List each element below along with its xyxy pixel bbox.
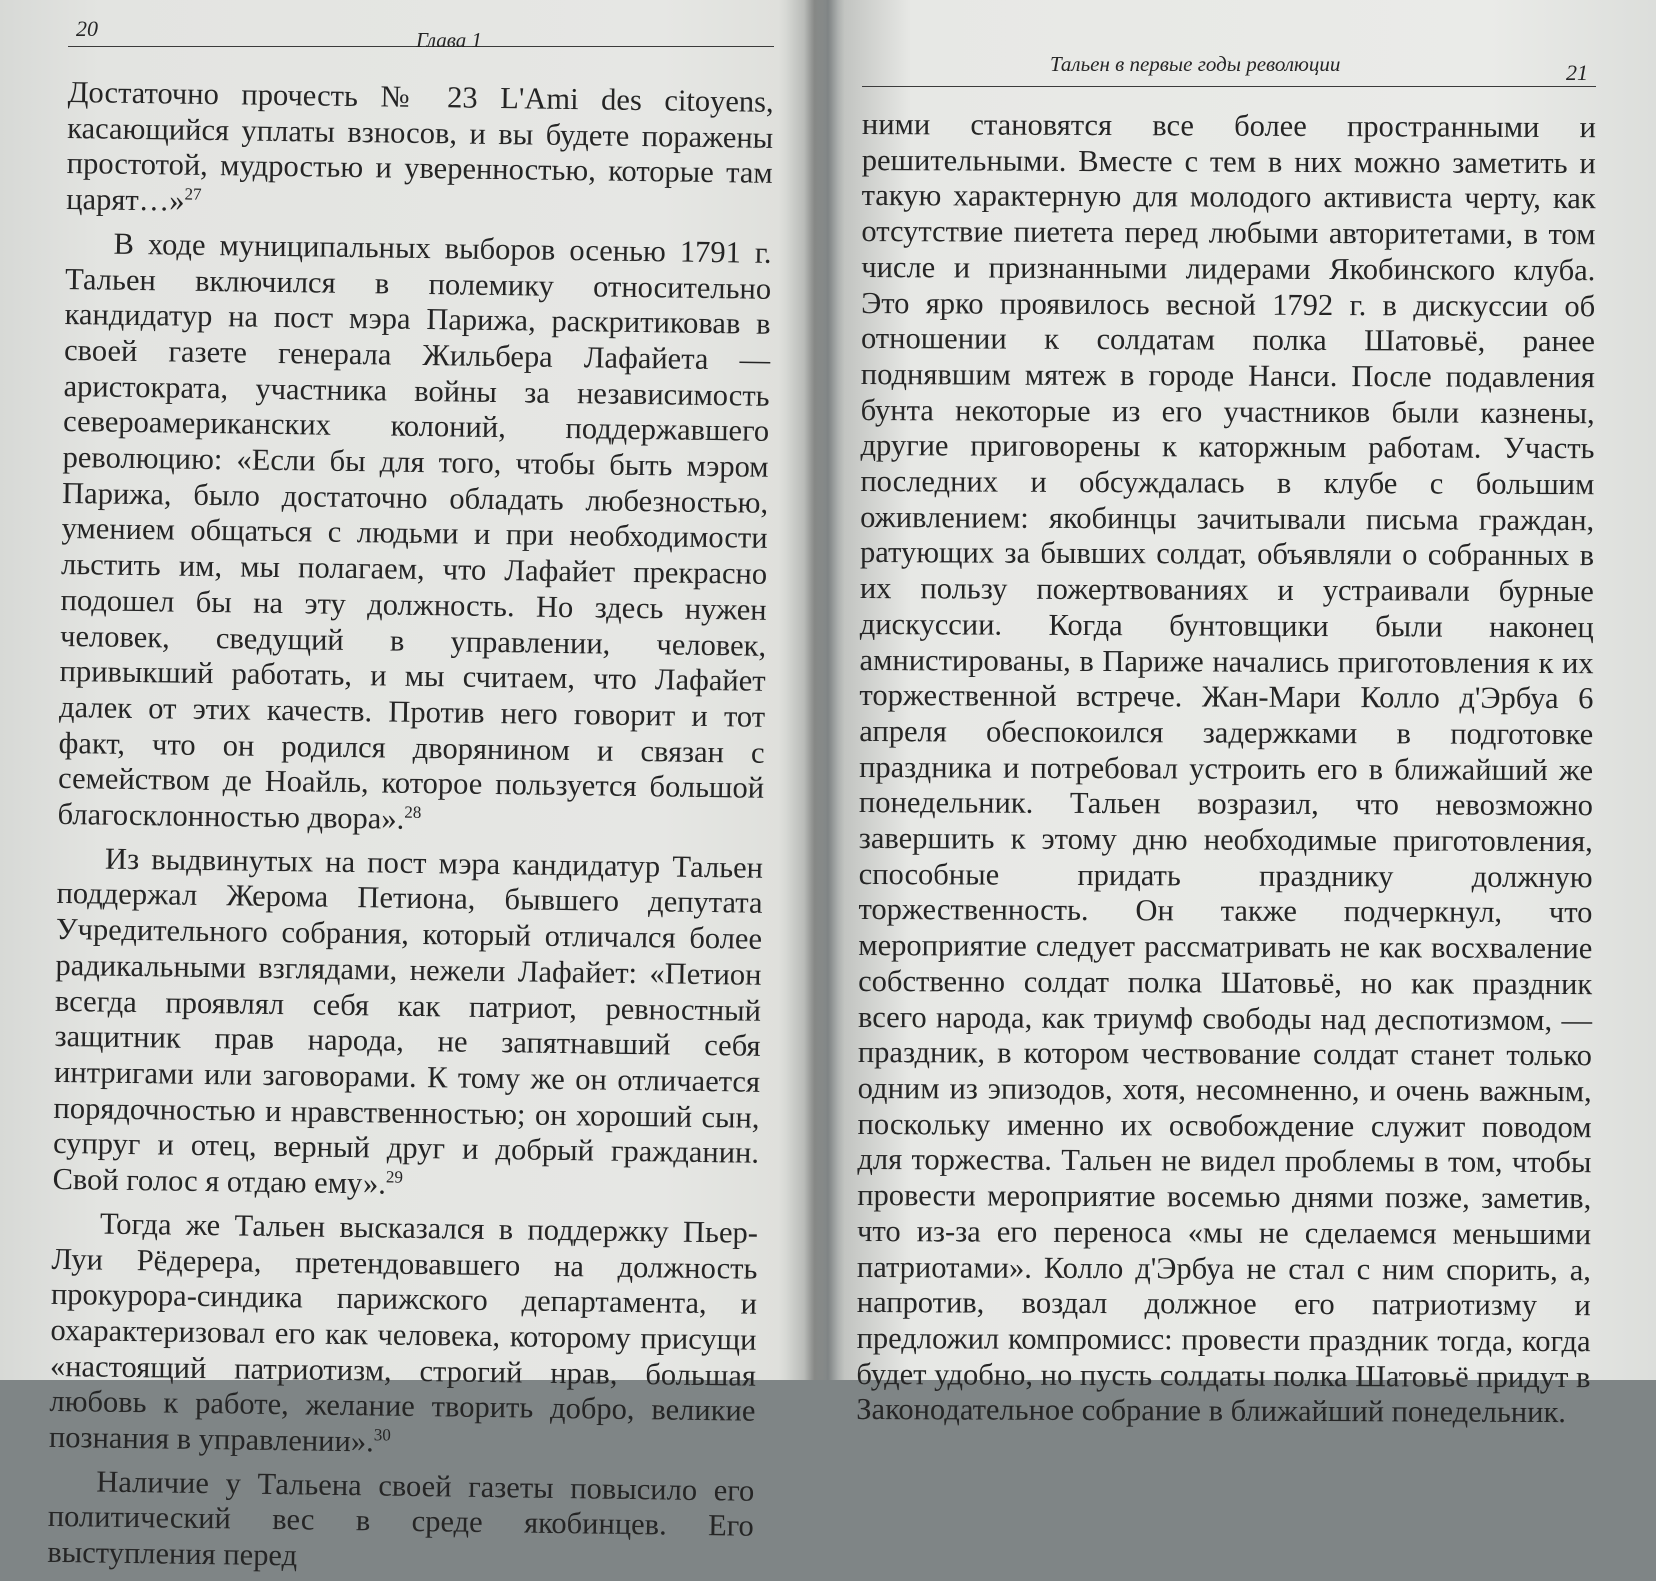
paragraph-text: ними становятся все более пространными и решительными. Вместе с тем в них можно заметить и такую характерную для молодого активиста черту, как отсутствие пиетета перед любыми авторитетами, в том числе и признанными лидерами Якобинского клуба. Это ярко проявилось весной 1792 г. в дискуссии об отношении к солдатам полка Шатовьё, ранее поднявшим мятеж в городе Нанси. После подавления бунта некоторые из его участников были казнены, другие приговорены к каторжным работам. Участь последних и обсуждалась в клубе с большим оживлением: якобинцы зачитывали письма граждан, ратующих за бывших солдат, объявляли о собранных в их пользу пожертвованиях и устраивали бурные дискуссии. Когда бунтовщики были наконец амнистированы, в Париже начались приготовления к их торжественной встрече. Жан-Мари Колло д'Эрбуа 6 апреля обеспокоился задержками в подготовке праздника и потребовал устроить его в ближайший же понедельник. Тальен возразил, что невозможно завершить к этому дню необходимые приготовления, способные придать празднику должную торжественность. Он также подчеркнул, что мероприятие следует рассматривать не как восхваление собственно солдат полка Шатовьё, но как праздник всего народа, как триумф свободы над деспотизмом, — праздник, в котором чествование солдат станет только одним из эпизодов, хотя, несомненно, и очень важным, поскольку именно их освобождение служит поводом для торжества. Тальен не видел проблемы в том, чтобы провести мероприятие восемью днями позже, заметив, что из-за его переноса «мы не сделаемся меньшими патриотами». Колло д'Эрбуа не стал с ним спорить, а, напротив, воздал должное его патриотизму и предложил компромисс: провести праздник тогда, когда будет удобно, но пусть солдаты полка Шатовьё придут в Законодательное собрание в ближайший понедельник. [856, 107, 1596, 1429]
paragraph-text: Наличие у Тальена своей газеты повысило его политический вес в среде якобинцев. Его выступления перед [47, 1464, 754, 1572]
right-page-number: 21 [1566, 60, 1588, 86]
footnote-marker: 30 [374, 1425, 391, 1444]
right-page [842, 0, 1656, 1380]
footnote-marker: 28 [404, 803, 421, 822]
left-running-title: Глава 1 [416, 28, 482, 53]
footnote-marker: 29 [386, 1167, 403, 1186]
paragraph-text: В ходе муниципальных выборов осенью 1791 г. Тальен включился в полемику относительно кандидатур на пост мэра Парижа, раскритиковав в своей газете генерала Жильбера Лафайета — аристократа, участника войны за независимость североамериканских колоний, поддержавшего революцию: «Если бы для того, чтобы быть мэром Парижа, было достаточно обладать любезностью, умением общаться с людьми и при необходимости льстить им, мы полагаем, что Лафайет прекрасно подошел бы на эту должность. Но здесь нужен человек, сведущий в управлении, человек, привыкший работать, и мы считаем, что Лафайет далек от этих качеств. Против него говорит и тот факт, что он родился дворянином и связан с семейством де Ноайль, которое пользуется большой благосклонностью двора». [57, 226, 771, 835]
paragraph-text: Тогда же Тальен высказался в поддержку Пьер-Луи Рёдерера, претендовавшего на должность прокурора-синдика парижского департамента, и охарактеризовал его как человека, которому присущи «настоящий патриотизм, строгий нрав, большая любовь к работе, желание творить добро, великие познания в управлении». [49, 1206, 758, 1458]
paragraph-text: Достаточно прочесть № 23 L'Ami des citoyens, касающийся уплаты взносов, и вы будете поражены простотой, мудростью и уверенностью, которые там царят…» [66, 75, 774, 218]
left-page [0, 0, 812, 1380]
right-running-title: Тальен в первые годы революции [1050, 52, 1340, 77]
right-page-body [856, 107, 1596, 1431]
left-paragraph-1 [66, 75, 774, 228]
left-paragraph-4 [49, 1206, 758, 1466]
paragraph-text: Из выдвинутых на пост мэра кандидатур Тальен поддержал Жерома Петиона, бывшего депутата Учредительного собрания, который отличался более радикальными взглядами, нежели Лафайет: «Петион всегда проявлял себя как патриот, ревностный защитник прав народа, не запятнавший себя интригами или заговорами. К тому же он отличается порядочностью и нравственностью; он хороший сын, супруг и отец, верный друг и добрый гражданин. Свой голос я отдаю ему». [52, 841, 763, 1200]
left-paragraph-2 [57, 226, 771, 843]
left-page-body [47, 75, 774, 1581]
left-page-number: 20 [76, 16, 98, 42]
right-page-header [862, 0, 1596, 87]
left-paragraph-5 [47, 1464, 754, 1581]
right-paragraph-1 [856, 107, 1596, 1431]
left-page-header [68, 0, 774, 47]
footnote-marker: 27 [184, 185, 201, 204]
left-paragraph-3 [52, 841, 763, 1208]
